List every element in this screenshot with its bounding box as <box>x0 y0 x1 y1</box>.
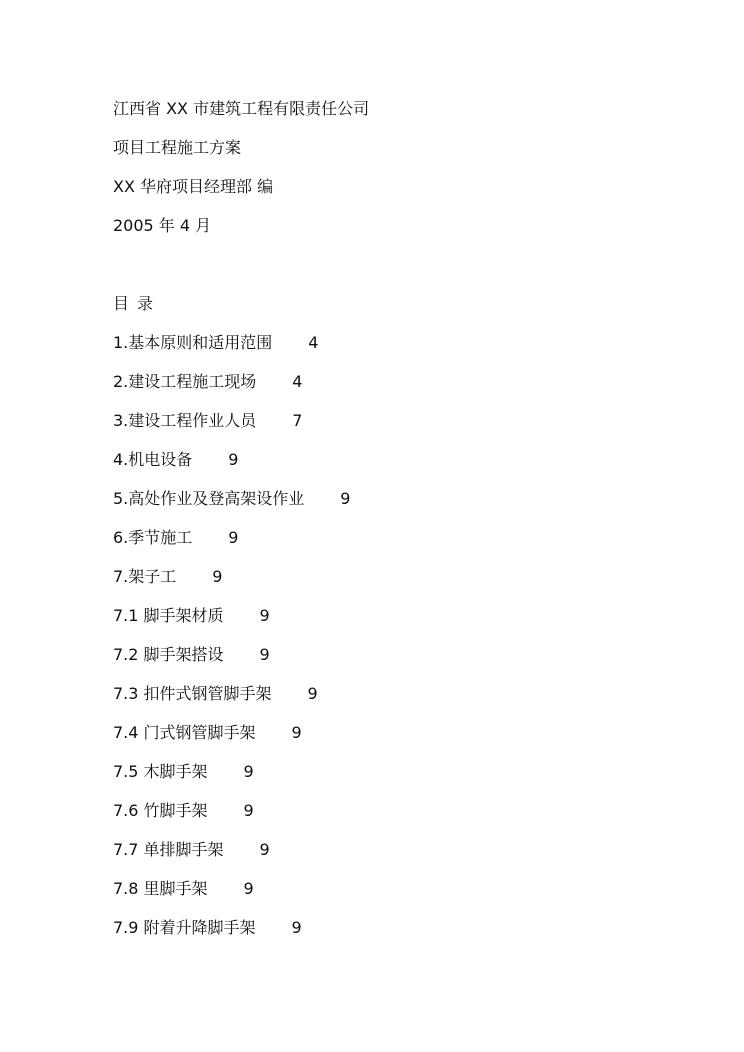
toc-entry-label: 7.6 竹脚手架 <box>113 801 208 820</box>
toc-entry-page: 9 <box>307 684 318 703</box>
toc-list <box>113 332 673 939</box>
toc-entry-label: 3.建设工程作业人员 <box>113 411 257 430</box>
toc-entry-page: 9 <box>228 528 239 547</box>
document-date: 2005 年 4 月 <box>113 216 212 235</box>
toc-entry-label: 7.5 木脚手架 <box>113 762 208 781</box>
toc-entry-page: 9 <box>243 879 254 898</box>
toc-title: 目录 <box>113 294 162 313</box>
toc-entry <box>113 410 673 432</box>
toc-entry-label: 7.7 单排脚手架 <box>113 840 224 859</box>
toc-entry <box>113 839 673 861</box>
toc-entry-page: 9 <box>243 801 254 820</box>
toc-entry-page: 7 <box>292 411 303 430</box>
toc-entry-page: 9 <box>243 762 254 781</box>
toc-entry-label: 7.4 门式钢管脚手架 <box>113 723 256 742</box>
toc-entry <box>113 761 673 783</box>
company-name: 江西省 XX 市建筑工程有限责任公司 <box>113 99 370 118</box>
toc-entry <box>113 800 673 822</box>
toc-entry <box>113 371 673 393</box>
toc-entry <box>113 917 673 939</box>
toc-entry-page: 4 <box>292 372 303 391</box>
toc-entry-label: 7.2 脚手架搭设 <box>113 645 224 664</box>
toc-entry <box>113 722 673 744</box>
toc-entry-label: 7.8 里脚手架 <box>113 879 208 898</box>
toc-entry <box>113 605 673 627</box>
document-author: XX 华府项目经理部 编 <box>113 177 274 196</box>
toc-entry <box>113 488 673 510</box>
toc-entry-page: 9 <box>291 723 302 742</box>
toc-entry-label: 4.机电设备 <box>113 450 193 469</box>
toc-entry-label: 6.季节施工 <box>113 528 193 547</box>
toc-entry-label: 7.9 附着升降脚手架 <box>113 918 256 937</box>
toc-entry-page: 9 <box>212 567 223 586</box>
table-of-contents <box>113 293 673 956</box>
toc-entry-label: 7.3 扣件式钢管脚手架 <box>113 684 272 703</box>
toc-entry <box>113 332 673 354</box>
toc-entry-page: 9 <box>291 918 302 937</box>
toc-entry-page: 9 <box>259 606 270 625</box>
toc-entry <box>113 566 673 588</box>
toc-entry-page: 9 <box>259 645 270 664</box>
document-header <box>113 98 673 254</box>
toc-entry <box>113 683 673 705</box>
toc-entry-label: 2.建设工程施工现场 <box>113 372 257 391</box>
toc-entry-label: 5.高处作业及登高架设作业 <box>113 489 305 508</box>
document-title: 项目工程施工方案 <box>113 138 242 157</box>
toc-entry-label: 1.基本原则和适用范围 <box>113 333 273 352</box>
toc-entry <box>113 878 673 900</box>
toc-entry <box>113 527 673 549</box>
toc-entry-page: 4 <box>308 333 319 352</box>
toc-entry <box>113 449 673 471</box>
toc-entry-page: 9 <box>259 840 270 859</box>
toc-entry <box>113 644 673 666</box>
toc-entry-label: 7.架子工 <box>113 567 177 586</box>
toc-entry-label: 7.1 脚手架材质 <box>113 606 224 625</box>
toc-entry-page: 9 <box>340 489 351 508</box>
toc-entry-page: 9 <box>228 450 239 469</box>
